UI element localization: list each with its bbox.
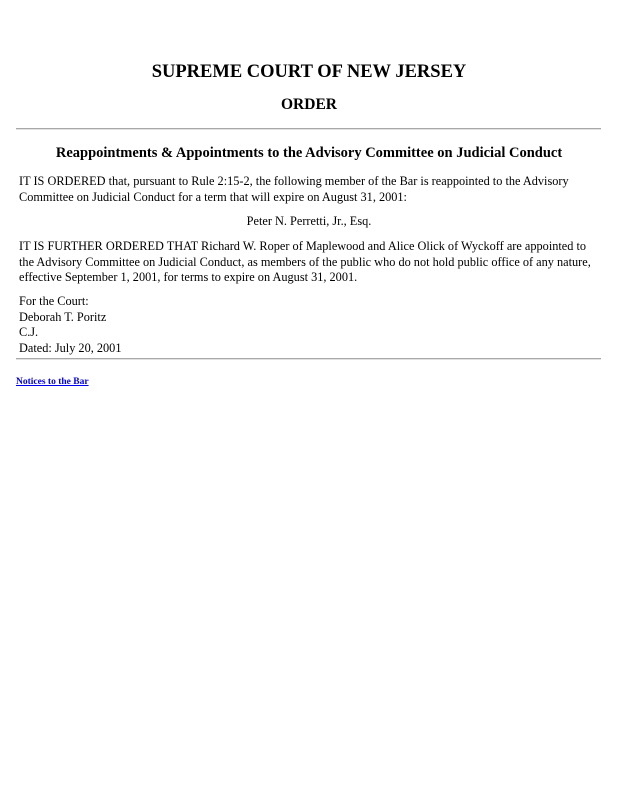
bottom-divider — [16, 358, 601, 360]
signature-block — [19, 294, 121, 356]
appointment-paragraph: IT IS FURTHER ORDERED THAT Richard W. Roper of Maplewood and Alice Olick of Wyckoff are appointed to the Advisory Committee on Judicial Conduct, as members of the public who do not hold public office of any nature, effective September 1, 2001, for terms to expire on August 31, 2001. — [19, 239, 591, 284]
signer-title: C.J. — [19, 325, 39, 339]
reappointee-name: Peter N. Perretti, Jr., Esq. — [246, 214, 372, 228]
top-divider — [16, 128, 601, 130]
notices-to-the-bar-link[interactable]: Notices to the Bar — [16, 377, 89, 387]
order-date: Dated: July 20, 2001 — [19, 340, 122, 355]
page-title: SUPREME COURT OF NEW JERSEY — [151, 62, 467, 82]
reappointment-paragraph: IT IS ORDERED that, pursuant to Rule 2:15-2, the following member of the Bar is reappointed to the Advisory Committee on Judicial Conduct for a term that will expire on August 31, 2001: — [19, 174, 569, 204]
signer-name: Deborah T. Poritz — [19, 309, 107, 324]
order-heading: ORDER — [281, 96, 337, 113]
order-subject-heading: Reappointments & Appointments to the Advisory Committee on Judicial Conduct — [55, 145, 563, 161]
for-the-court-label: For the Court: — [19, 294, 89, 308]
